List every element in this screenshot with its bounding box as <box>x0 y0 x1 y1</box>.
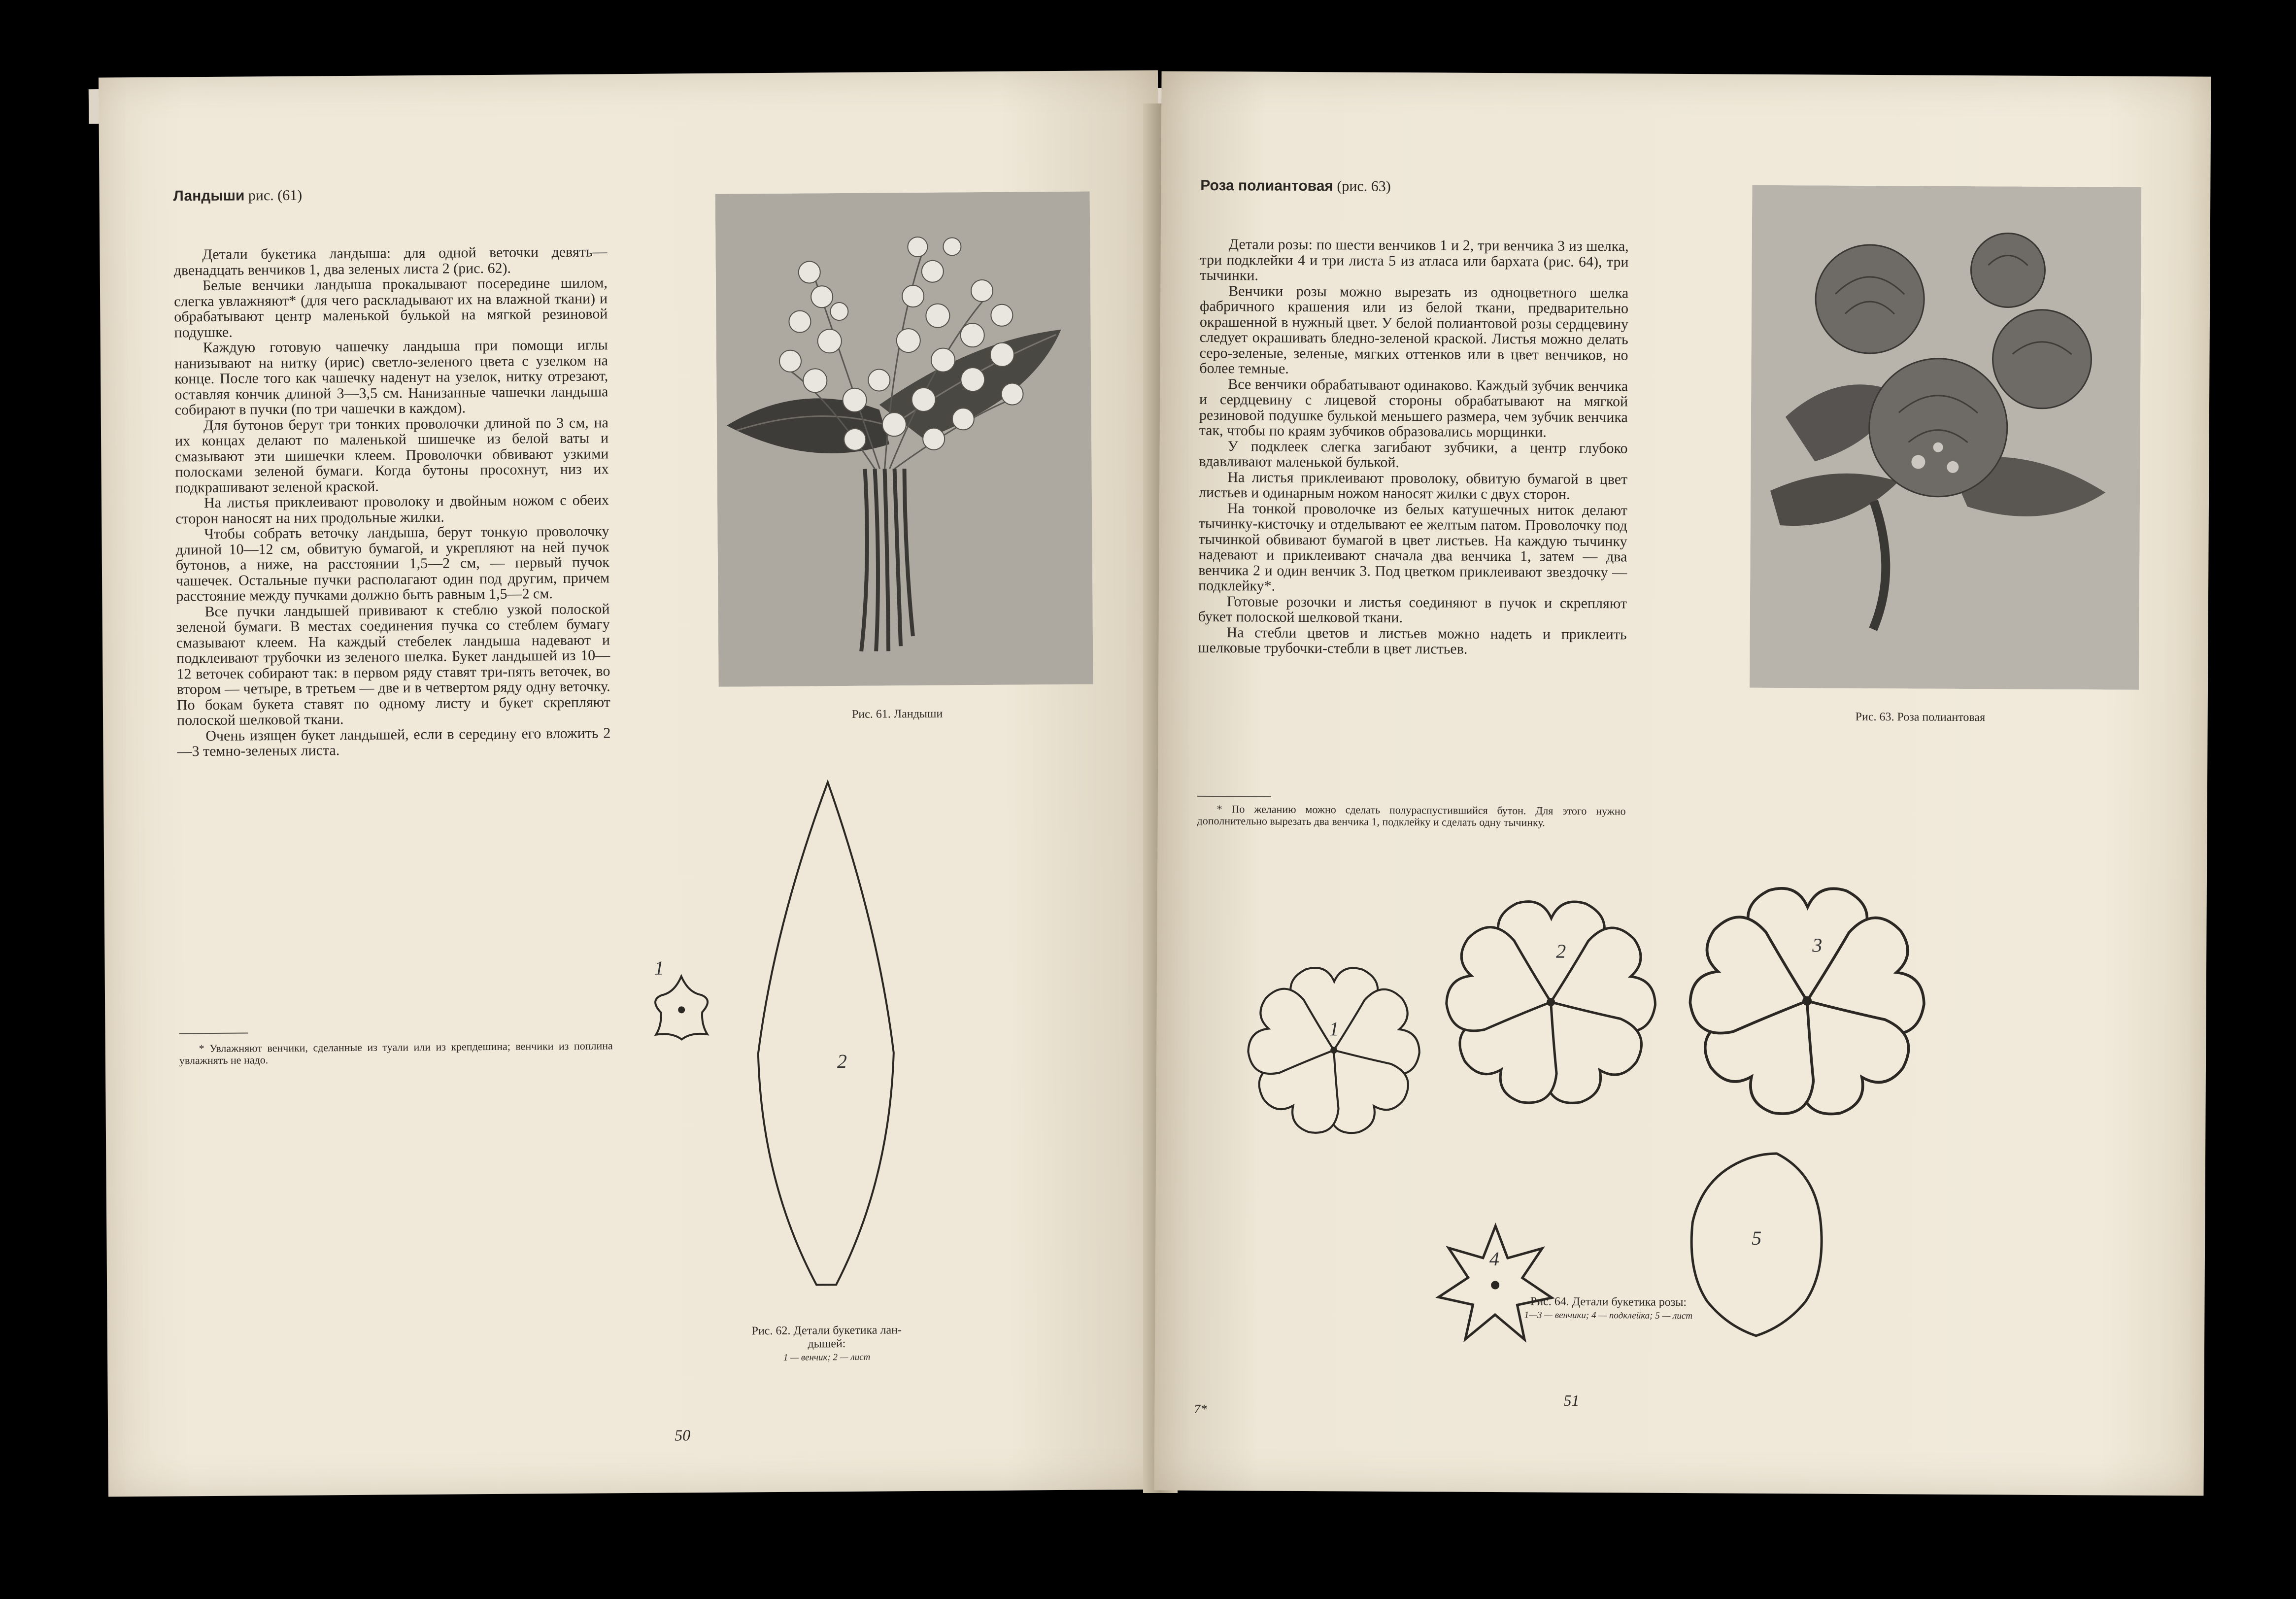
caption-legend: 1—3 — венчики; 4 — подклейка; 5 — лист <box>1524 1310 1693 1322</box>
paragraph: На стебли цветов и листьев можно надеть и приклеить шелковые трубочки-стебли в цвет листьев. <box>1198 624 1627 657</box>
right-footnote <box>1197 803 1626 829</box>
rose-parts-diagram <box>1228 840 2118 1436</box>
diagram-label-2: 2 <box>837 1050 847 1073</box>
right-page <box>1154 71 2211 1496</box>
right-body-text <box>1198 237 1628 658</box>
footnote-text: * По желанию можно сделать полураспустившийся бутон. Для этого нужно дополнительно вырезать два венчика 1, подклейку и сделать одну тычинку. <box>1197 803 1626 829</box>
diagram-label-2: 2 <box>1556 940 1566 962</box>
diagram-label-1: 1 <box>1329 1018 1339 1040</box>
heading-ref: рис. (61) <box>248 187 303 204</box>
heading-bold: Ландыши <box>173 187 245 204</box>
corolla-2-shape <box>1438 901 1663 1115</box>
rose-photo <box>1750 185 2141 690</box>
paragraph: На листья приклеивают проволоку, обвитую бумагой в цвет листьев и одинарным ножом наносят жилки с двух сторон. <box>1198 469 1628 503</box>
lily-photo <box>715 192 1093 687</box>
page-number-right: 51 <box>1563 1391 1580 1409</box>
caption-line: Рис. 64. Детали букетика розы: <box>1530 1295 1687 1309</box>
paragraph: Все венчики обрабатывают одинаково. Каждый зубчик венчика и сердцевину с лицевой стороны обрабатывают на мягкой резиновой подушке булькой меньшего размера, чем зубчик венчика так, чтобы по краям зубчиков образовались морщинки. <box>1199 375 1628 441</box>
paragraph: У подклеек слегка загибают зубчики, а центр глубоко вдавливают маленькой булькой. <box>1199 438 1628 471</box>
corolla-outline-shape <box>655 976 708 1040</box>
paragraph: Детали розы: по шести венчиков 1 и 2, три венчика 3 из шелка, три подклейки 4 и три листа 5 из атласа или бархата (рис. 64), три тычинки. <box>1200 236 1629 284</box>
lily-corolla-diagram <box>637 951 726 1050</box>
caption-fig63: Рис. 63. Роза полиантовая <box>1855 710 1986 724</box>
page-heading-rose <box>1200 177 1391 195</box>
corolla-3-shape <box>1681 888 1933 1128</box>
leaf-outline-shape <box>756 782 895 1285</box>
left-body-text <box>173 244 610 759</box>
corolla-1-shape <box>1242 967 1426 1143</box>
page-number-left: 50 <box>675 1426 691 1444</box>
paragraph: Для бутонов берут три тонких проволочки длиной по 3 см, на их концах делают по маленькой шишечке из белой ваты и смазывают эти шишечки клеем. Проволочки обвивают узкими полосками зеленой бумаги. Когда бутоны просохнут, низ их подкрашивают зеленой краской. <box>175 414 609 496</box>
paragraph: Каждую готовую чашечку ландыша при помощи иглы нанизывают на нитку (ирис) светло-зеленого цвета с узелком на конце. После того как чашечку наденут на узелок, нитку отрезают, оставляя кончик длиной 3—3,5 см. Нанизанные чашечки ландыша собирают в пучки (по три чашечки в каждом). <box>174 337 608 418</box>
caption-legend: 1 — венчик; 2 — лист <box>783 1352 871 1363</box>
lily-parts-diagram <box>744 777 910 1295</box>
footnote-text: * Увлажняют венчики, сделанные из туали или из крепдешина; венчики из поплина увлажнять не надо. <box>179 1039 613 1067</box>
caption-fig61: Рис. 61. Ландыши <box>851 707 943 721</box>
paragraph: Венчики розы можно вырезать из одноцветного шелка фабричного крашения или из белой ткани, предварительно окрашенной в нужный цвет. У белой полиантовой розы сердцевину следует окрашивать бледно-зеленой краской. Листья можно делать серо-зеленые, зеленые, мягких оттенков или в цвет венчиков, но более темные. <box>1199 282 1629 377</box>
footnote-rule <box>179 1032 248 1034</box>
paragraph: Готовые розочки и листья соединяют в пучок и скрепляют букет полоской шелковой ткани. <box>1198 593 1627 626</box>
paragraph: На листья приклеивают проволоку и двойным ножом с обеих сторон наносят на них продольные жилки. <box>175 492 609 527</box>
left-page <box>99 70 1168 1497</box>
heading-ref: (рис. 63) <box>1337 178 1391 195</box>
rose-bouquet-image <box>1750 185 2141 690</box>
left-footnote <box>179 1040 613 1066</box>
diagram-label-4: 4 <box>1489 1247 1500 1270</box>
paragraph: Детали букетика ландыша: для одной веточки девять—двенадцать венчиков 1, два зеленых листа 2 (рис. 62). <box>173 243 608 278</box>
caption-line: Рис. 62. Детали букетика лан- <box>751 1324 902 1338</box>
paragraph: Очень изящен букет ландышей, если в середину его вложить 2—3 темно-зеленых листа. <box>177 724 611 760</box>
paragraph: Чтобы собрать веточку ландыша, берут тонкую проволочку длиной 10—12 см, обвитую бумагой, и укрепляют на ней пучок бутонов, а ниже, на расстоянии 1,5—2 см, — первый пучок чашечек. Остальные пучки располагают один под другим, причем расстояние между пучками должно быть равным 1,5—2 см. <box>175 523 610 605</box>
diagram-label-3: 3 <box>1812 934 1823 956</box>
diagram-label-1: 1 <box>654 956 664 979</box>
diagram-label-5: 5 <box>1752 1226 1762 1249</box>
paragraph: Белые венчики ландыша прокалывают посередине шилом, слегка увлажняют* (для чего раскладывают их на влажной ткани) и обрабатывают центр маленькой булькой на мягкой резиновой подушке. <box>174 274 608 340</box>
lily-bouquet-image <box>715 192 1093 687</box>
page-heading-lily <box>173 187 303 205</box>
caption-fig64 <box>1460 1295 1756 1323</box>
caption-fig62 <box>699 1323 955 1365</box>
paragraph: Все пучки ландышей прививают к стеблю узкой полоской зеленой бумаги. В местах соединения пучка со стеблем бумагу смазывают клеем. На каждый стебелек ландыша надевают и подклеивают трубочки из зеленого шелка. Букет ландышей из 10—12 веточек собирают так: в первом ряду ставят три-пять веточек, во втором — четыре, в третьем — две и в четвертом ряду одну веточку. По бокам букета ставят по одному листу и букет скрепляют полоской шелковой ткани. <box>176 600 610 729</box>
paragraph: На тонкой проволочке из белых катушечных ниток делают тычинку-кисточку и отделывают ее желтым патом. Проволочку под тычинкой обвивают бумагой в цвет листьев. На каждую тычинку надевают и приклеивают сначала два венчика 1, затем — два венчика 2 и один венчик 3. Под цветком приклеивают звездочку — подклейку*. <box>1198 500 1627 594</box>
caption-line: дышей: <box>808 1337 846 1351</box>
signature-mark: 7* <box>1194 1401 1207 1416</box>
footnote-rule <box>1197 796 1271 797</box>
heading-bold: Роза полиантовая <box>1200 177 1334 195</box>
book-spread <box>89 74 2207 1503</box>
underlay-4-shape <box>1438 1225 1552 1339</box>
